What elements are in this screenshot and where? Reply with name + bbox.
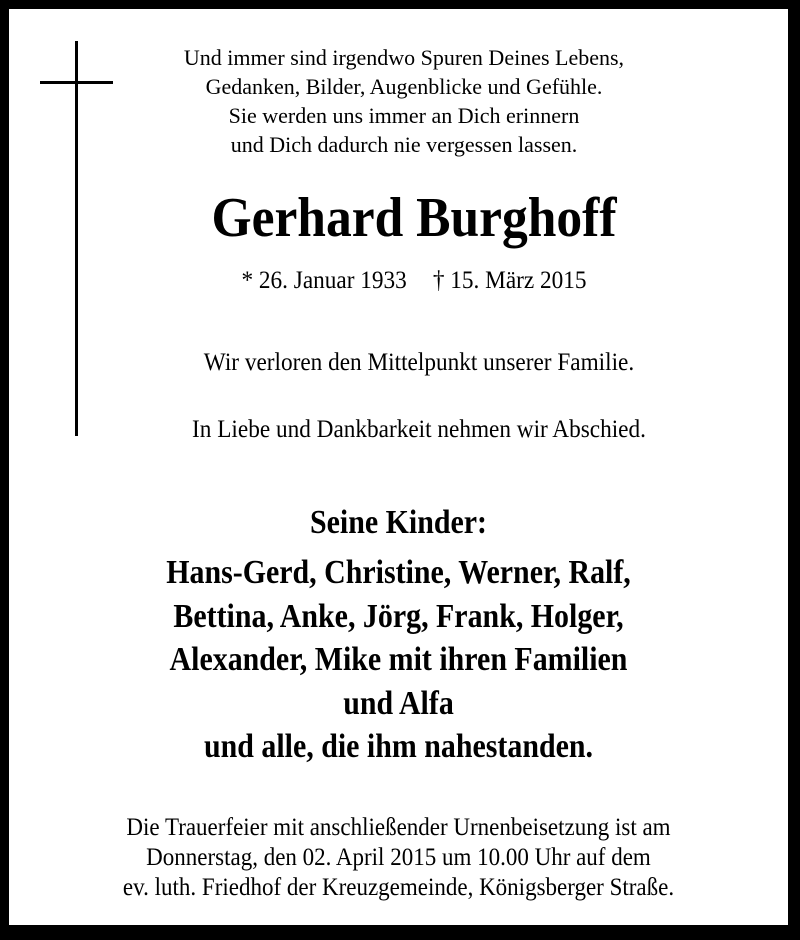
- mourners-title: Seine Kinder:: [309, 504, 488, 541]
- verse-line: und Dich dadurch nie vergessen lassen.: [230, 132, 578, 157]
- ceremony-line: ev. luth. Friedhof der Kreuzgemeinde, Königsberger Straße.: [122, 874, 675, 901]
- mourners-line: und alle, die ihm nahestanden.: [203, 728, 594, 765]
- cross-vertical-bar: [75, 41, 78, 436]
- ceremony-line: Die Trauerfeier mit anschließender Urnenbeisetzung ist am: [126, 814, 671, 841]
- deceased-name: Gerhard Burghoff: [211, 187, 617, 249]
- message-line-2: In Liebe und Dankbarkeit nehmen wir Abschied.: [192, 416, 646, 443]
- obituary-card: [9, 9, 788, 925]
- birth-date: * 26. Januar 1933: [241, 267, 407, 294]
- verse-line: Und immer sind irgendwo Spuren Deines Lebens,: [183, 45, 625, 70]
- mourners-line: und Alfa: [343, 684, 454, 722]
- mourners-list: [56, 551, 742, 769]
- verse-line: Gedanken, Bilder, Augenblicke und Gefühle.: [205, 74, 603, 99]
- ceremony-line: Donnerstag, den 02. April 2015 um 10.00 Uhr auf dem: [146, 844, 651, 871]
- mourners-line: Bettina, Anke, Jörg, Frank, Holger,: [173, 597, 624, 635]
- verse-line: Sie werden uns immer an Dich erinnern: [228, 103, 580, 128]
- cross-horizontal-bar: [40, 81, 113, 84]
- mourners-line: Alexander, Mike mit ihren Familien: [169, 641, 628, 678]
- mourners-line: Hans-Gerd, Christine, Werner, Ralf,: [166, 554, 631, 591]
- death-date: † 15. März 2015: [432, 267, 587, 294]
- memorial-verse: [104, 43, 704, 159]
- life-dates: [93, 265, 735, 297]
- ceremony-info: [40, 813, 757, 903]
- message-line-1: Wir verloren den Mittelpunkt unserer Familie.: [203, 349, 635, 376]
